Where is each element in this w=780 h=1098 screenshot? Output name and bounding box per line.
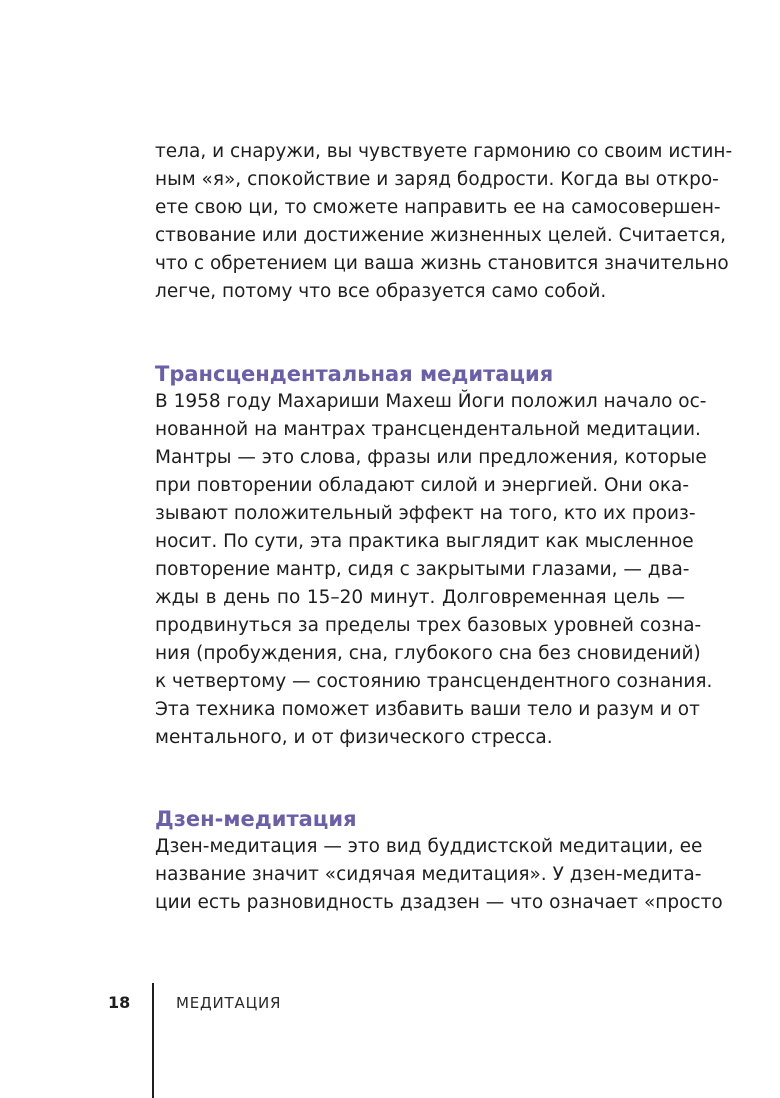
- running-title: МЕДИТАЦИЯ: [176, 994, 282, 1012]
- text-line: жды в день по 15–20 минут. Долговременная цель —: [155, 587, 685, 608]
- text-line: ствование или достижение жизненных целей. Считается,: [155, 225, 726, 246]
- footer-divider: [152, 983, 154, 1098]
- text-line: нованной на мантрах трансцендентальной медитации.: [155, 419, 701, 440]
- text-line: Мантры — это слова, фразы или предложения, которые: [155, 447, 707, 468]
- text-line: зывают положительный эффект на того, кто их произ-: [155, 503, 696, 524]
- page-number: 18: [108, 993, 131, 1012]
- text-line: тела, и снаружи, вы чувствуете гармонию со своим истин-: [155, 141, 733, 162]
- text-line: при повторении обладают силой и энергией. Они ока-: [155, 475, 690, 496]
- text-line: носит. По сути, эта практика выглядит как мысленное: [155, 531, 694, 552]
- section-heading-zen: Дзен-медитация: [155, 807, 357, 831]
- section-heading-transcendental: Трансцендентальная медитация: [155, 362, 554, 386]
- page-body: [155, 138, 733, 917]
- text-line: В 1958 году Махариши Махеш Йоги положил начало ос-: [155, 391, 707, 412]
- text-line: ментального, и от физического стресса.: [155, 727, 553, 748]
- text-line: Дзен-медитация — это вид буддистской медитации, ее: [155, 836, 703, 857]
- text-line: название значит «сидячая медитация». У дзен-медита-: [155, 864, 702, 885]
- text-line: что с обретением ци ваша жизнь становится значительно: [155, 253, 729, 274]
- zen-paragraph: [155, 833, 723, 917]
- text-line: продвинуться за пределы трех базовых уровней созна-: [155, 615, 702, 636]
- transcendental-paragraph: [155, 388, 713, 752]
- text-line: ния (пробуждения, сна, глубокого сна без сновидений): [155, 643, 701, 664]
- text-line: легче, потому что все образуется само собой.: [155, 281, 607, 302]
- text-line: повторение мантр, сидя с закрытыми глазами, — два-: [155, 559, 690, 580]
- text-line: ным «я», спокойствие и заряд бодрости. Когда вы откро-: [155, 169, 719, 190]
- text-line: ете свою ци, то сможете направить ее на самосовершен-: [155, 197, 721, 218]
- text-line: Эта техника поможет избавить ваши тело и разум и от: [155, 699, 700, 720]
- intro-paragraph: [155, 138, 733, 306]
- text-line: к четвертому — состоянию трансцендентного сознания.: [155, 671, 713, 692]
- text-line: ции есть разновидность дзадзен — что означает «просто: [155, 892, 723, 913]
